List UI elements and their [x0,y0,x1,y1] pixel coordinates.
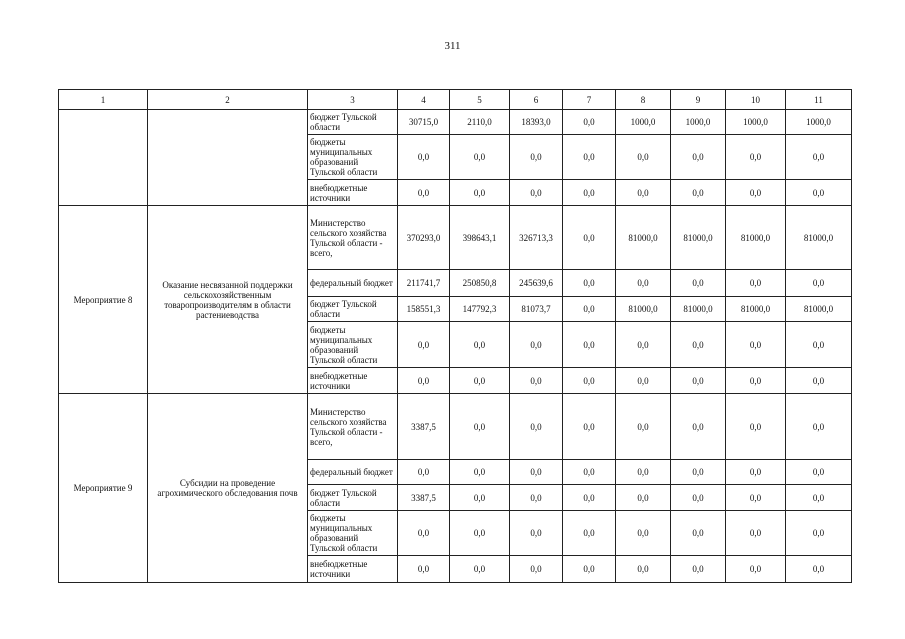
value-cell: 0,0 [563,511,616,556]
value-cell: 0,0 [726,511,786,556]
value-cell: 0,0 [671,556,726,583]
value-cell: 0,0 [563,270,616,297]
value-cell: 2110,0 [450,110,510,135]
value-cell: 0,0 [510,485,563,511]
value-cell: 0,0 [450,368,510,394]
value-cell: 0,0 [616,556,671,583]
value-cell: 0,0 [563,394,616,460]
value-cell: 0,0 [616,180,671,206]
value-cell: 0,0 [726,460,786,485]
event-description-cell: Субсидии на проведение агрохимического обследования почв [148,394,308,583]
value-cell: 0,0 [726,485,786,511]
value-cell: 0,0 [563,206,616,270]
value-cell: 147792,3 [450,297,510,322]
value-cell: 0,0 [398,368,450,394]
value-cell: 158551,3 [398,297,450,322]
value-cell: 0,0 [726,322,786,368]
value-cell: 0,0 [398,556,450,583]
value-cell: 370293,0 [398,206,450,270]
value-cell: 0,0 [398,322,450,368]
value-cell: 0,0 [786,270,852,297]
value-cell: 0,0 [398,180,450,206]
header-cell: 11 [786,90,852,110]
value-cell: 0,0 [450,460,510,485]
value-cell: 0,0 [450,394,510,460]
value-cell: 81000,0 [786,297,852,322]
value-cell: 0,0 [671,511,726,556]
value-cell: 0,0 [671,180,726,206]
value-cell: 0,0 [671,135,726,180]
value-cell: 0,0 [616,322,671,368]
value-cell: 81000,0 [786,206,852,270]
page-number: 311 [444,40,461,52]
table-row [59,394,852,460]
value-cell: 0,0 [510,460,563,485]
value-cell: 0,0 [563,297,616,322]
value-cell: 0,0 [510,511,563,556]
value-cell: 0,0 [616,485,671,511]
value-cell: 3387,5 [398,485,450,511]
funding-source-cell: федеральный бюджет [308,460,398,485]
value-cell: 0,0 [563,485,616,511]
value-cell: 326713,3 [510,206,563,270]
value-cell: 245639,6 [510,270,563,297]
value-cell: 0,0 [450,180,510,206]
value-cell: 0,0 [398,511,450,556]
value-cell: 0,0 [563,460,616,485]
value-cell: 18393,0 [510,110,563,135]
value-cell: 81000,0 [616,206,671,270]
value-cell: 0,0 [563,556,616,583]
value-cell: 0,0 [671,394,726,460]
value-cell: 0,0 [563,322,616,368]
value-cell: 0,0 [563,180,616,206]
value-cell: 81000,0 [671,297,726,322]
value-cell: 0,0 [616,511,671,556]
value-cell: 0,0 [398,135,450,180]
header-cell: 8 [616,90,671,110]
value-cell: 0,0 [726,270,786,297]
value-cell: 0,0 [786,394,852,460]
value-cell: 0,0 [616,270,671,297]
value-cell: 0,0 [786,556,852,583]
value-cell: 0,0 [510,556,563,583]
value-cell: 0,0 [726,368,786,394]
value-cell: 0,0 [671,460,726,485]
value-cell: 0,0 [671,322,726,368]
value-cell: 398643,1 [450,206,510,270]
funding-source-cell: бюджеты муниципальных образований Тульской области [308,511,398,556]
value-cell: 0,0 [786,322,852,368]
value-cell: 0,0 [510,394,563,460]
value-cell: 0,0 [510,135,563,180]
event-description-cell [148,110,308,206]
value-cell: 3387,5 [398,394,450,460]
funding-source-cell: Министерство сельского хозяйства Тульской области - всего, [308,394,398,460]
value-cell: 30715,0 [398,110,450,135]
header-row [59,90,852,110]
header-cell: 10 [726,90,786,110]
header-cell: 6 [510,90,563,110]
value-cell: 250850,8 [450,270,510,297]
funding-source-cell: внебюджетные источники [308,556,398,583]
value-cell: 0,0 [616,460,671,485]
value-cell: 0,0 [616,368,671,394]
value-cell: 0,0 [450,556,510,583]
table-row [59,110,852,135]
value-cell: 1000,0 [671,110,726,135]
budget-table [58,89,852,583]
table-row [59,206,852,270]
value-cell: 81000,0 [726,297,786,322]
funding-source-cell: бюджет Тульской области [308,110,398,135]
value-cell: 0,0 [726,394,786,460]
event-description-cell: Оказание несвязанной поддержки сельскохозяйственным товаропроизводителям в области растениеводства [148,206,308,394]
value-cell: 0,0 [398,460,450,485]
funding-source-cell: Министерство сельского хозяйства Тульской области - всего, [308,206,398,270]
value-cell: 0,0 [510,368,563,394]
value-cell: 0,0 [671,368,726,394]
value-cell: 81073,7 [510,297,563,322]
value-cell: 211741,7 [398,270,450,297]
value-cell: 0,0 [616,135,671,180]
value-cell: 0,0 [786,135,852,180]
funding-source-cell: бюджеты муниципальных образований Тульской области [308,135,398,180]
value-cell: 1000,0 [616,110,671,135]
funding-source-cell: федеральный бюджет [308,270,398,297]
header-cell: 7 [563,90,616,110]
header-cell: 2 [148,90,308,110]
value-cell: 1000,0 [726,110,786,135]
value-cell: 0,0 [726,180,786,206]
event-name-cell: Мероприятие 8 [59,206,148,394]
funding-source-cell: бюджет Тульской области [308,485,398,511]
value-cell: 0,0 [671,270,726,297]
value-cell: 0,0 [450,511,510,556]
value-cell: 0,0 [786,485,852,511]
value-cell: 0,0 [726,556,786,583]
value-cell: 0,0 [563,368,616,394]
value-cell: 1000,0 [786,110,852,135]
funding-source-cell: бюджет Тульской области [308,297,398,322]
value-cell: 0,0 [563,135,616,180]
funding-source-cell: внебюджетные источники [308,180,398,206]
funding-source-cell: внебюджетные источники [308,368,398,394]
value-cell: 0,0 [726,135,786,180]
value-cell: 0,0 [786,180,852,206]
header-cell: 5 [450,90,510,110]
value-cell: 0,0 [786,368,852,394]
value-cell: 0,0 [510,322,563,368]
value-cell: 0,0 [786,460,852,485]
header-cell: 1 [59,90,148,110]
value-cell: 0,0 [450,322,510,368]
value-cell: 0,0 [450,485,510,511]
value-cell: 81000,0 [726,206,786,270]
header-cell: 9 [671,90,726,110]
value-cell: 0,0 [563,110,616,135]
funding-source-cell: бюджеты муниципальных образований Тульской области [308,322,398,368]
value-cell: 0,0 [450,135,510,180]
event-name-cell: Мероприятие 9 [59,394,148,583]
table-body [59,110,852,583]
value-cell: 81000,0 [616,297,671,322]
value-cell: 0,0 [671,485,726,511]
event-name-cell [59,110,148,206]
value-cell: 81000,0 [671,206,726,270]
header-cell: 4 [398,90,450,110]
header-cell: 3 [308,90,398,110]
value-cell: 0,0 [786,511,852,556]
value-cell: 0,0 [510,180,563,206]
value-cell: 0,0 [616,394,671,460]
